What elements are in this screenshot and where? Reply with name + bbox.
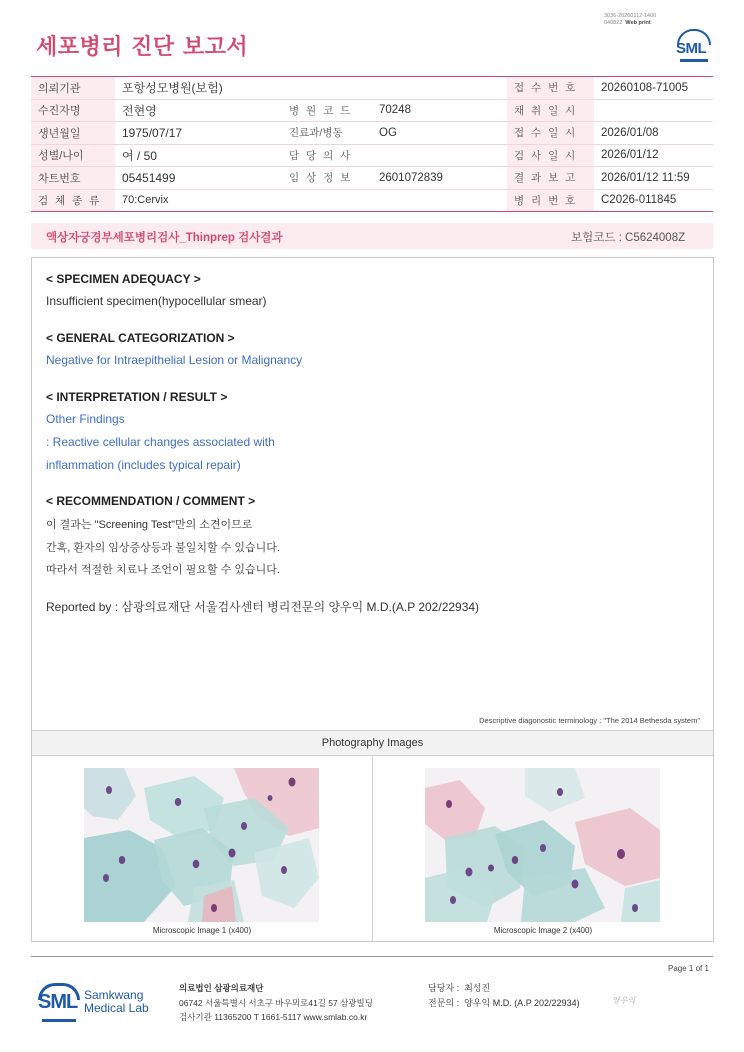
- clinical-value: 2601072839: [372, 167, 507, 190]
- recommendation-line2: 간혹, 환자의 임상증상등과 불일치할 수 있습니다.: [46, 542, 280, 554]
- test-date-label: 검 사 일 시: [507, 144, 594, 167]
- hospital-code-value: 70248: [372, 99, 507, 122]
- recommendation-line1: 이 결과는 "Screening Test"만의 소견이므로: [46, 519, 253, 531]
- microscopic-image-1: [84, 768, 319, 922]
- footer-organization: [179, 981, 373, 1025]
- webprint-label: Web print: [625, 20, 651, 26]
- category-text: Negative for Intraepithelial Lesion or Malignancy: [46, 353, 303, 367]
- test-date-value: 2026/01/12: [594, 144, 713, 167]
- reported-by: Reported by : 삼광의료재단 서울검사센터 병리전문의 양우익 M.D.(A.P 202/22934): [46, 600, 480, 614]
- insurance-code: 보험코드 : C5624008Z: [571, 232, 686, 244]
- report-title: 세포병리 진단 보고서: [36, 35, 249, 60]
- hospital-label: 의뢰기관: [31, 77, 115, 100]
- adequacy-text: Insufficient specimen(hypocellular smear): [46, 294, 267, 308]
- dob-label: 생년월일: [31, 122, 115, 145]
- doctor-label: 담 당 의 사: [282, 144, 372, 167]
- sex-age-label: 성별/나이: [31, 144, 115, 167]
- doctor-value: [372, 144, 507, 167]
- chart-value: 05451499: [115, 167, 282, 190]
- dept-value: OG: [372, 122, 507, 145]
- hospital-code-label: 병 원 코 드: [282, 99, 372, 122]
- org-name: 의료법인 삼광의료재단: [179, 983, 264, 993]
- interpretation-heading: < INTERPRETATION / RESULT >: [46, 390, 228, 404]
- sml-logo: [674, 27, 712, 65]
- staff-label: 담당자 :: [428, 983, 460, 993]
- caption-1: Microscopic Image 1 (x400): [152, 926, 252, 935]
- result-box: [31, 257, 714, 942]
- adequacy-heading: < SPECIMEN ADEQUACY >: [46, 272, 201, 286]
- receipt-date-value: 2026/01/08: [594, 122, 713, 145]
- sex-age-value: 여 / 50: [115, 144, 282, 167]
- dept-label: 진료과/병동: [282, 122, 372, 145]
- recommendation-heading: < RECOMMENDATION / COMMENT >: [46, 494, 256, 508]
- photo-cell-2: [373, 755, 713, 941]
- pathology-no-value: C2026-011845: [594, 189, 713, 212]
- patient-info-table: [31, 76, 713, 212]
- patient-value: 전현영: [115, 99, 282, 122]
- photo-cell-1: [32, 755, 372, 941]
- signature: 양우익: [612, 996, 636, 1005]
- interpretation-line1: Other Findings: [46, 412, 125, 426]
- footer-staff: [428, 981, 580, 1010]
- webprint-id: 3036-20260112-1400: [604, 13, 657, 19]
- collect-date-label: 채 취 일 시: [507, 99, 594, 122]
- hospital-value: 포항성모병원(보험): [115, 77, 507, 100]
- test-name: 액상자궁경부세포병리검사_Thinprep 검사결과: [46, 232, 283, 244]
- specimen-value: 70:Cervix: [115, 189, 507, 212]
- footer-logo-name1: Samkwang: [84, 988, 144, 1002]
- org-address: 06742 서울특별시 서초구 바우뫼로41길 57 삼광빌딩: [179, 997, 373, 1008]
- webprint-code: 040822: [604, 20, 623, 26]
- photo-heading: Photography Images: [32, 730, 713, 756]
- receipt-no-label: 접 수 번 호: [507, 77, 594, 100]
- footer-divider: [31, 956, 713, 957]
- report-date-label: 결 과 보 고: [507, 167, 594, 190]
- recommendation-line3: 따라서 적절한 치료나 조언이 필요할 수 있습니다.: [46, 564, 280, 576]
- microscopic-image-2: [425, 768, 660, 922]
- footer-logo-sml: SML: [38, 991, 78, 1013]
- collect-date-value: [594, 99, 713, 122]
- report-date-value: 2026/01/12 11:59: [594, 167, 713, 190]
- terminology-note: Descriptive diagonostic terminology : "The 2014 Bethesda system": [479, 716, 700, 725]
- staff-name: 최성진: [464, 983, 491, 993]
- webprint-stamp: [604, 13, 656, 27]
- page-number: Page 1 of 1: [668, 964, 709, 973]
- sml-logo-text: SML: [676, 40, 707, 57]
- interpretation-line2: : Reactive cellular changes associated with: [46, 435, 275, 449]
- samkwang-logo: [38, 983, 178, 1023]
- receipt-date-label: 접 수 일 시: [507, 122, 594, 145]
- category-heading: < GENERAL CATEGORIZATION >: [46, 331, 235, 345]
- specialist-name: 양우익 M.D. (A.P 202/22934): [464, 997, 580, 1008]
- caption-2: Microscopic Image 2 (x400): [493, 926, 593, 935]
- specimen-label: 검 체 종 류: [31, 189, 115, 212]
- clinical-label: 임 상 정 보: [282, 167, 372, 190]
- patient-label: 수진자명: [31, 99, 115, 122]
- pathology-no-label: 병 리 번 호: [507, 189, 594, 212]
- receipt-no-value: 20260108-71005: [594, 77, 713, 100]
- specialist-label: 전문의 :: [428, 997, 460, 1008]
- dob-value: 1975/07/17: [115, 122, 282, 145]
- chart-label: 차트번호: [31, 167, 115, 190]
- interpretation-line3: inflammation (includes typical repair): [46, 458, 241, 472]
- footer-logo-name2: Medical Lab: [84, 1001, 149, 1015]
- org-contact: 검사기관 11365200 T 1661-5117 www.smlab.co.kr: [179, 1012, 368, 1022]
